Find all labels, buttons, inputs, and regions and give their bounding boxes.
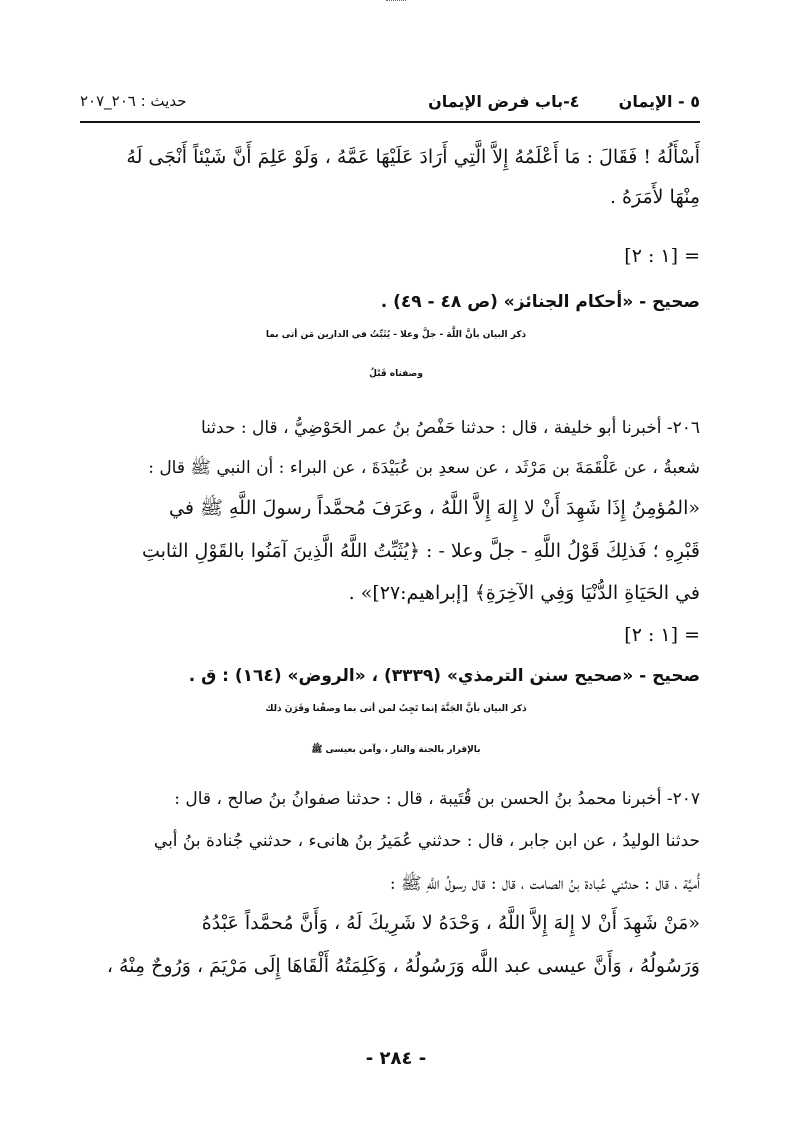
header-titles (428, 92, 700, 111)
hadith-text: «مَنْ شَهِدَ أَنْ لا إِلهَ إِلاَّ اللَّهُ ، وَحْدَهُ لا شَرِيكَ لَهُ ، وَأَنَّ مُحمَّداً عَبْدُهُ (201, 912, 700, 934)
header-section: ٤-باب فرض الإيمان (428, 92, 580, 111)
hadith-text: «المُؤمِنُ إِذَا شَهِدَ أَنْ لا إِلهَ إِلاَّ اللَّهُ ، وعَرَفَ مُحمَّداً رسولَ اللَّهِ ﷺ في (169, 497, 700, 519)
text-line: أَسْأَلُهُ ! فَقَالَ : مَا أَعْلَمُهُ إِلاَّ الَّتِي أَرَادَ عَلَيْهَا عَمَّهُ ، وَلَوْ عَلِمَ أَنَّ شَيْئاً أَنْجَى لَهُ (126, 146, 700, 168)
hadith-text: قَبْرِهِ ؛ فَذلِكَ قَوْلُ اللَّهِ - جلَّ وعلا - : ﴿يُثَبِّتُ اللَّهُ الَّذِينَ آمَنُوا بالقَوْلِ الثابتِ (141, 540, 700, 562)
cross-reference: = [١ : ٢] (624, 245, 700, 267)
hadith-chain: حدثنا الوليدُ ، عن ابن جابر ، قال : حدثني عُمَيرُ بنُ هانىء ، حدثني جُنادة بنُ أبي (153, 831, 700, 851)
top-crop-mark (386, 0, 406, 1)
hadith-chain: ٢٠٦- أخبرنا أبو خليفة ، قال : حدثنا حَفْصُ بنُ عمر الحَوْضِيُّ ، قال : حدثنا (201, 418, 700, 438)
grading-note: صحيح - «صحيح سنن الترمذي» (٣٣٣٩) ، «الروض» (١٦٤) : ق . (188, 666, 700, 686)
hadith-text: وَرَسُولُهُ ، وَأَنَّ عيسى عبد اللَّه وَرَسُولُهُ ، وَكَلِمَتُهُ أَلْقَاهَا إِلَى مَرْيَمَ ، وَرُوحٌ مِنْهُ ، (106, 955, 700, 977)
header-rule (80, 121, 700, 123)
grading-note: صحيح - «أحكام الجنائز» (ص ٤٨ - ٤٩) . (380, 292, 700, 312)
hadith-chain: ٢٠٧- أخبرنا محمدُ بنُ الحسن بن قُتَيبة ، قال : حدثنا صفوانُ بنُ صالح ، قال : (174, 789, 700, 809)
running-header (80, 88, 700, 118)
hadith-chain: شعبةُ ، عن عَلْقَمَةَ بن مَرْثَد ، عن سعدِ بن عُبَيْدَةَ ، عن البراء : أن النبي ﷺ قال : (148, 458, 700, 478)
header-chapter: ٥ - الإيمان (618, 92, 700, 111)
chapter-heading: ذكر البيان بأنَّ اللَّهَ - جلَّ وعلا - يُثَبِّتُ في الدارين مَن أتى بما (265, 330, 527, 340)
cross-reference: = [١ : ٢] (624, 624, 700, 646)
chapter-heading: بالإقرار بالجنة والنار ، وآمن بعيسى ﷺ (311, 745, 481, 755)
page-number: - ٢٨٤ - (365, 1048, 427, 1069)
chapter-heading: ذكر البيان بأنَّ الجَنَّةَ إنما تَجِبُ لمن أتى بما وصفْنا وقَرَنَ ذلك (265, 704, 527, 714)
hadith-text: في الحَيَاةِ الدُّنْيَا وَفِي الآخِرَةِ﴾ [إبراهيم:٢٧]» . (348, 582, 700, 604)
text-line: مِنْهَا لأَمَرَهُ . (609, 186, 700, 208)
header-hadith-range: حديث : ٢٠٦_٢٠٧ (80, 92, 187, 110)
hadith-chain: أُميَّة ، قال : حدثني عُبادة بنُ الصامت ، قال : قال رسولُ اللَّهِ ﷺ : (389, 874, 700, 894)
chapter-heading: وصفناه قَبْلُ (369, 369, 423, 379)
